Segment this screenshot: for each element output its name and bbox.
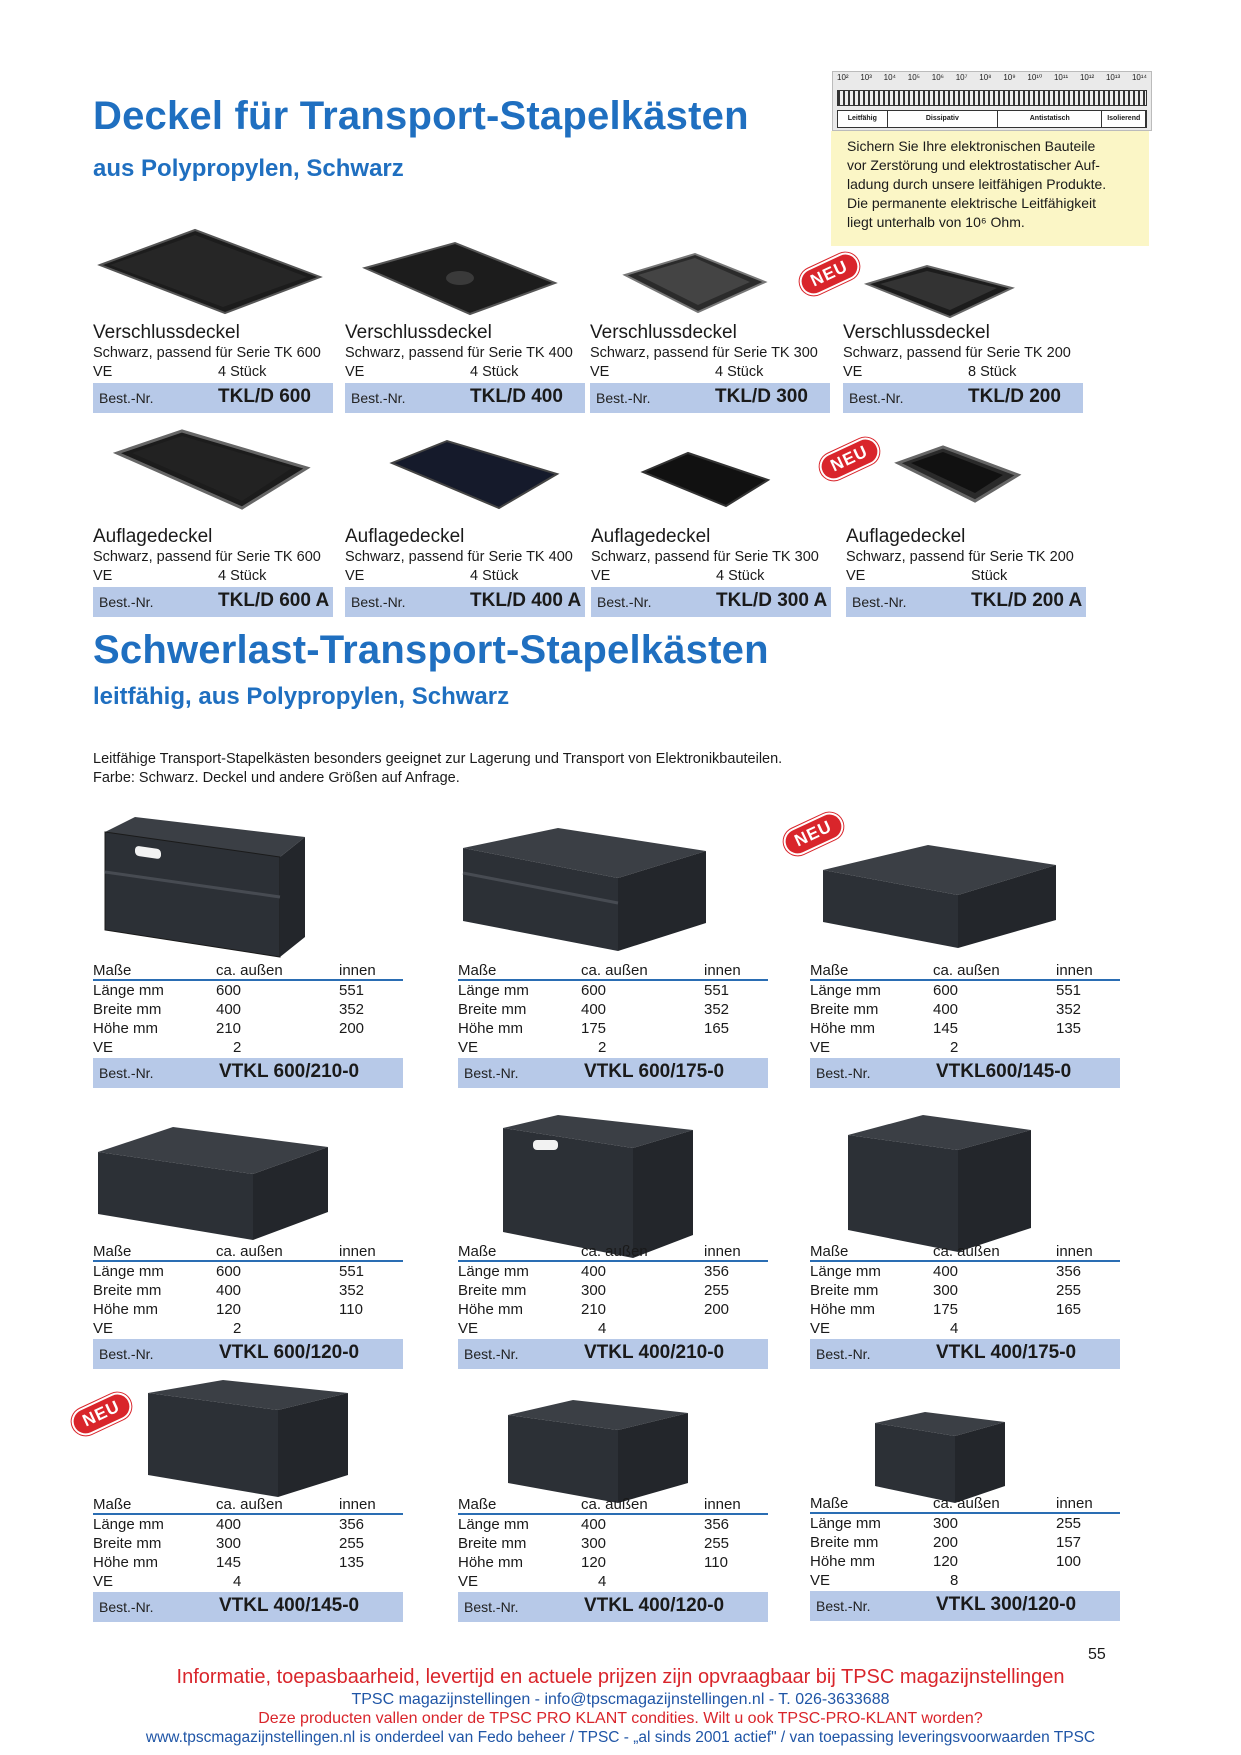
spec-table — [93, 1495, 403, 1622]
hoehe-in: 100 — [1056, 1553, 1082, 1570]
laenge-label: Länge mm — [810, 1515, 881, 1532]
breite-in: 255 — [704, 1535, 730, 1552]
ve-value: 8 — [950, 1572, 959, 1589]
order-bar — [846, 587, 1086, 617]
hoehe-out: 210 — [581, 1301, 607, 1318]
product-card — [591, 526, 831, 617]
product-desc: Schwarz, passend für Serie TK 300 — [591, 549, 819, 565]
footer-pro-klant: Deze producten vallen onder de TPSC PRO KLANT condities. Wilt u ook TPSC-PRO-KLANT worden? — [258, 1710, 983, 1727]
ve-value: 4 Stück — [470, 364, 519, 380]
masse-header: Maße — [810, 1495, 849, 1512]
breite-out: 400 — [216, 1001, 242, 1018]
breite-out: 300 — [933, 1282, 959, 1299]
hoehe-in: 110 — [704, 1554, 728, 1571]
ve-label: VE — [93, 568, 113, 584]
hoehe-label: Höhe mm — [458, 1301, 524, 1318]
scale-tick-label: 10⁸ — [979, 73, 992, 82]
scale-category-label: Isolierend — [1102, 111, 1146, 127]
order-bar — [93, 1592, 403, 1622]
ve-label: VE — [345, 364, 365, 380]
product-name: Auflagedeckel — [591, 526, 711, 547]
laenge-label: Länge mm — [458, 1263, 529, 1280]
hoehe-in: 165 — [1056, 1301, 1082, 1318]
breite-label: Breite mm — [458, 1001, 527, 1018]
order-code: VTKL 400/145-0 — [219, 1595, 360, 1616]
order-code: VTKL 400/120-0 — [584, 1595, 725, 1616]
scale-tick-label: 10¹² — [1079, 73, 1095, 82]
order-label: Best.-Nr. — [849, 390, 904, 406]
spec-table — [810, 961, 1120, 1088]
ve-label: VE — [458, 1320, 479, 1337]
breite-out: 400 — [216, 1282, 242, 1299]
new-badge: NEU — [67, 1388, 136, 1440]
scale-tick-label: 10⁴ — [883, 73, 896, 82]
laenge-in: 551 — [339, 1263, 365, 1280]
breite-out: 300 — [581, 1535, 607, 1552]
aussen-header: ca. außen — [933, 1243, 1000, 1260]
scale-tick-label: 10¹⁰ — [1027, 73, 1043, 82]
laenge-out: 400 — [933, 1263, 959, 1280]
hoehe-out: 120 — [581, 1554, 607, 1571]
breite-label: Breite mm — [810, 1534, 879, 1551]
hoehe-label: Höhe mm — [93, 1301, 159, 1318]
new-badge: NEU — [779, 808, 848, 860]
ve-value: 2 — [598, 1039, 607, 1056]
intro-line: Farbe: Schwarz. Deckel und andere Größen auf Anfrage. — [93, 770, 460, 786]
page-subtitle: aus Polypropylen, Schwarz — [93, 155, 404, 182]
hoehe-out: 210 — [216, 1020, 242, 1037]
laenge-in: 356 — [1056, 1263, 1082, 1280]
breite-in: 352 — [704, 1001, 730, 1018]
order-code: VTKL 300/120-0 — [936, 1594, 1077, 1615]
page-title: Deckel für Transport-Stapelkästen — [93, 94, 749, 138]
laenge-out: 600 — [581, 982, 607, 999]
ve-value: 2 — [233, 1320, 242, 1337]
laenge-label: Länge mm — [458, 1516, 529, 1533]
laenge-out: 400 — [216, 1516, 242, 1533]
order-code: TKL/D 200 A — [971, 590, 1083, 611]
product-card — [843, 322, 1083, 413]
innen-header: innen — [704, 1496, 741, 1513]
lid-image — [893, 443, 1023, 505]
info-box — [831, 131, 1149, 246]
scale-tick-label: 10³ — [860, 73, 872, 82]
breite-out: 400 — [581, 1001, 607, 1018]
scale-category-label: Antistatisch — [998, 111, 1102, 127]
laenge-label: Länge mm — [810, 982, 881, 999]
hoehe-out: 145 — [933, 1020, 959, 1037]
product-name: Auflagedeckel — [93, 526, 213, 547]
lid-image — [862, 262, 1017, 322]
laenge-out: 400 — [581, 1263, 607, 1280]
ve-label: VE — [846, 568, 866, 584]
order-code: TKL/D 300 — [715, 386, 808, 407]
order-label: Best.-Nr. — [597, 594, 652, 610]
breite-in: 255 — [704, 1282, 730, 1299]
order-label: Best.-Nr. — [596, 390, 651, 406]
intro-text — [93, 750, 782, 788]
order-bar — [345, 587, 585, 617]
hoehe-label: Höhe mm — [93, 1554, 159, 1571]
spec-table — [93, 1242, 403, 1369]
order-code: TKL/D 400 A — [470, 590, 582, 611]
aussen-header: ca. außen — [581, 962, 648, 979]
breite-label: Breite mm — [810, 1001, 879, 1018]
order-label: Best.-Nr. — [852, 594, 907, 610]
ve-label: VE — [591, 568, 611, 584]
order-code: TKL/D 400 — [470, 386, 563, 407]
aussen-header: ca. außen — [933, 1495, 1000, 1512]
order-label: Best.-Nr. — [351, 390, 406, 406]
hoehe-label: Höhe mm — [810, 1020, 876, 1037]
scale-tick-label: 10⁷ — [955, 73, 968, 82]
breite-in: 352 — [339, 1001, 365, 1018]
ve-label: VE — [345, 568, 365, 584]
ve-value: 8 Stück — [968, 364, 1017, 380]
product-desc: Schwarz, passend für Serie TK 200 — [846, 549, 1074, 565]
order-label: Best.-Nr. — [816, 1346, 871, 1362]
ve-value: Stück — [971, 568, 1008, 584]
innen-header: innen — [1056, 1495, 1093, 1512]
lid-image — [112, 428, 312, 513]
info-line: ladung durch unsere leitfähigen Produkte. — [847, 176, 1107, 192]
ve-label: VE — [843, 364, 863, 380]
order-bar — [93, 1339, 403, 1369]
order-label: Best.-Nr. — [99, 1065, 154, 1081]
laenge-out: 600 — [933, 982, 959, 999]
order-bar — [810, 1339, 1120, 1369]
product-card — [93, 322, 333, 413]
breite-in: 255 — [339, 1535, 365, 1552]
order-bar — [93, 1058, 403, 1088]
order-code: VTKL 400/210-0 — [584, 1342, 725, 1363]
scale-tick-label: 10⁹ — [1003, 73, 1016, 82]
ve-label: VE — [93, 364, 113, 380]
hoehe-label: Höhe mm — [93, 1020, 159, 1037]
product-name: Auflagedeckel — [345, 526, 465, 547]
laenge-out: 300 — [933, 1515, 959, 1532]
aussen-header: ca. außen — [216, 1496, 283, 1513]
order-label: Best.-Nr. — [351, 594, 406, 610]
aussen-header: ca. außen — [216, 962, 283, 979]
breite-in: 352 — [1056, 1001, 1082, 1018]
hoehe-out: 175 — [581, 1020, 607, 1037]
masse-header: Maße — [458, 1243, 497, 1260]
product-desc: Schwarz, passend für Serie TK 200 — [843, 345, 1071, 361]
breite-label: Breite mm — [93, 1535, 162, 1552]
ve-value: 4 — [950, 1320, 959, 1337]
order-code: TKL/D 600 — [218, 386, 311, 407]
product-name: Verschlussdeckel — [843, 322, 990, 343]
new-badge: NEU — [815, 433, 884, 485]
ve-value: 4 — [233, 1573, 242, 1590]
order-code: VTKL 600/210-0 — [219, 1061, 360, 1082]
footer-contact[interactable]: TPSC magazijnstellingen - info@tpscmagazijnstellingen.nl - T. 026-3633688 — [351, 1691, 890, 1708]
aussen-header: ca. außen — [933, 962, 1000, 979]
laenge-in: 551 — [339, 982, 365, 999]
breite-in: 157 — [1056, 1534, 1082, 1551]
ve-value: 4 — [598, 1573, 607, 1590]
masse-header: Maße — [458, 962, 497, 979]
breite-in: 255 — [1056, 1282, 1082, 1299]
breite-label: Breite mm — [458, 1535, 527, 1552]
spec-table — [458, 1242, 768, 1369]
scale-tick-label: 10¹¹ — [1053, 73, 1069, 82]
laenge-out: 600 — [216, 982, 242, 999]
order-code: VTKL 400/175-0 — [936, 1342, 1077, 1363]
order-code: VTKL 600/120-0 — [219, 1342, 360, 1363]
crate-image — [143, 1375, 353, 1500]
innen-header: innen — [704, 1243, 741, 1260]
order-label: Best.-Nr. — [99, 1599, 154, 1615]
masse-header: Maße — [93, 962, 132, 979]
breite-out: 200 — [933, 1534, 959, 1551]
crate-image — [503, 1395, 693, 1505]
ve-label: VE — [458, 1573, 479, 1590]
scale-tick-label: 10¹⁴ — [1131, 73, 1147, 82]
crate-image — [458, 823, 708, 953]
breite-label: Breite mm — [93, 1282, 162, 1299]
footer-website[interactable]: www.tpscmagazijnstellingen.nl is onderdeel van Fedo beheer / TPSC - „al sinds 2001 actief" / van toepassing leveringsvoorwaarden TPSC — [145, 1729, 1096, 1746]
hoehe-in: 110 — [339, 1301, 363, 1318]
hoehe-in: 135 — [1056, 1020, 1082, 1037]
crate-image — [498, 1110, 698, 1260]
product-desc: Schwarz, passend für Serie TK 600 — [93, 345, 321, 361]
order-code: VTKL600/145-0 — [936, 1061, 1072, 1082]
ve-value: 4 Stück — [218, 364, 267, 380]
product-name: Verschlussdeckel — [590, 322, 737, 343]
laenge-in: 551 — [704, 982, 730, 999]
breite-out: 300 — [216, 1535, 242, 1552]
order-bar — [843, 383, 1083, 413]
laenge-out: 600 — [216, 1263, 242, 1280]
product-card — [345, 322, 585, 413]
hoehe-label: Höhe mm — [810, 1553, 876, 1570]
laenge-label: Länge mm — [810, 1263, 881, 1280]
order-code: TKL/D 300 A — [716, 590, 828, 611]
info-line: vor Zerstörung und elektrostatischer Auf- — [847, 157, 1100, 173]
laenge-in: 255 — [1056, 1515, 1082, 1532]
breite-label: Breite mm — [458, 1282, 527, 1299]
ve-value: 4 Stück — [715, 364, 764, 380]
product-card — [846, 526, 1086, 617]
order-label: Best.-Nr. — [464, 1065, 519, 1081]
crate-image — [93, 1122, 333, 1242]
order-bar — [93, 587, 333, 617]
info-line: Die permanente elektrische Leitfähigkeit — [847, 195, 1097, 211]
spec-table — [458, 1495, 768, 1622]
hoehe-out: 175 — [933, 1301, 959, 1318]
laenge-out: 400 — [581, 1516, 607, 1533]
ve-label: VE — [93, 1573, 114, 1590]
product-card — [93, 526, 333, 617]
footer-info: Informatie, toepasbaarheid, levertijd en actuele prijzen zijn opvraagbaar bij TPSC magazijnstellingen — [176, 1666, 1065, 1688]
ve-value: 4 — [598, 1320, 607, 1337]
product-desc: Schwarz, passend für Serie TK 400 — [345, 345, 573, 361]
innen-header: innen — [1056, 962, 1093, 979]
scale-category-label: Leitfähig — [838, 111, 888, 127]
product-name: Verschlussdeckel — [93, 322, 240, 343]
breite-in: 352 — [339, 1282, 365, 1299]
crate-image — [843, 1110, 1033, 1255]
laenge-label: Länge mm — [93, 1263, 164, 1280]
laenge-in: 356 — [339, 1516, 365, 1533]
innen-header: innen — [339, 1496, 376, 1513]
scale-tick-label: 10² — [837, 73, 849, 82]
masse-header: Maße — [93, 1496, 132, 1513]
info-line: Sichern Sie Ihre elektronischen Bauteile — [847, 138, 1096, 154]
ve-label: VE — [93, 1320, 114, 1337]
order-label: Best.-Nr. — [464, 1346, 519, 1362]
order-bar — [810, 1591, 1120, 1621]
order-label: Best.-Nr. — [464, 1599, 519, 1615]
info-line: liegt unterhalb von 10⁶ Ohm. — [847, 214, 1025, 230]
laenge-in: 551 — [1056, 982, 1082, 999]
ve-value: 4 Stück — [470, 568, 519, 584]
section-title: Schwerlast-Transport-Stapelkästen — [93, 628, 769, 672]
order-code: TKL/D 600 A — [218, 590, 330, 611]
hoehe-in: 200 — [704, 1301, 730, 1318]
innen-header: innen — [1056, 1243, 1093, 1260]
laenge-in: 356 — [704, 1263, 730, 1280]
laenge-label: Länge mm — [93, 982, 164, 999]
hoehe-label: Höhe mm — [458, 1020, 524, 1037]
ve-label: VE — [458, 1039, 479, 1056]
order-bar — [345, 383, 585, 413]
laenge-label: Länge mm — [93, 1516, 164, 1533]
order-bar — [591, 587, 831, 617]
order-label: Best.-Nr. — [816, 1065, 871, 1081]
aussen-header: ca. außen — [581, 1496, 648, 1513]
spec-table — [810, 1494, 1120, 1621]
hoehe-out: 120 — [216, 1301, 242, 1318]
order-bar — [93, 383, 333, 413]
hoehe-out: 145 — [216, 1554, 242, 1571]
innen-header: innen — [339, 962, 376, 979]
ve-label: VE — [810, 1039, 831, 1056]
breite-out: 300 — [581, 1282, 607, 1299]
innen-header: innen — [339, 1243, 376, 1260]
lid-image — [360, 238, 560, 318]
lid-image — [638, 450, 773, 510]
aussen-header: ca. außen — [216, 1243, 283, 1260]
aussen-header: ca. außen — [581, 1243, 648, 1260]
product-name: Auflagedeckel — [846, 526, 966, 547]
breite-out: 400 — [933, 1001, 959, 1018]
lid-image — [620, 250, 770, 315]
new-badge: NEU — [795, 248, 864, 300]
order-bar — [590, 383, 830, 413]
resistance-scale — [832, 71, 1152, 131]
ve-label: VE — [810, 1572, 831, 1589]
intro-line: Leitfähige Transport-Stapelkästen besonders geeignet zur Lagerung und Transport von Elektronikbauteilen. — [93, 751, 783, 767]
masse-header: Maße — [810, 1243, 849, 1260]
innen-header: innen — [704, 962, 741, 979]
lid-image — [387, 438, 562, 513]
ve-label: VE — [93, 1039, 114, 1056]
hoehe-in: 135 — [339, 1554, 365, 1571]
crate-image — [818, 840, 1058, 950]
page-number: 55 — [1088, 1646, 1106, 1663]
masse-header: Maße — [810, 962, 849, 979]
section-subtitle: leitfähig, aus Polypropylen, Schwarz — [93, 683, 510, 710]
hoehe-in: 165 — [704, 1020, 730, 1037]
ve-label: VE — [810, 1320, 831, 1337]
product-card — [345, 526, 585, 617]
order-bar — [458, 1058, 768, 1088]
order-bar — [810, 1058, 1120, 1088]
order-label: Best.-Nr. — [99, 594, 154, 610]
product-desc: Schwarz, passend für Serie TK 300 — [590, 345, 818, 361]
order-code: TKL/D 200 — [968, 386, 1061, 407]
order-bar — [458, 1339, 768, 1369]
hoehe-label: Höhe mm — [810, 1301, 876, 1318]
order-label: Best.-Nr. — [816, 1598, 871, 1614]
spec-table — [93, 961, 403, 1088]
lid-image — [95, 225, 325, 315]
scale-bar — [837, 90, 1147, 106]
masse-header: Maße — [458, 1496, 497, 1513]
scale-tick-label: 10¹³ — [1105, 73, 1121, 82]
hoehe-out: 120 — [933, 1553, 959, 1570]
order-label: Best.-Nr. — [99, 1346, 154, 1362]
ve-value: 2 — [950, 1039, 959, 1056]
order-bar — [458, 1592, 768, 1622]
laenge-label: Länge mm — [458, 982, 529, 999]
product-card — [590, 322, 830, 413]
ve-value: 4 Stück — [218, 568, 267, 584]
ve-value: 2 — [233, 1039, 242, 1056]
spec-table — [458, 961, 768, 1088]
laenge-in: 356 — [704, 1516, 730, 1533]
crate-image — [870, 1408, 1010, 1506]
scale-tick-label: 10⁶ — [931, 73, 944, 82]
masse-header: Maße — [93, 1243, 132, 1260]
ve-value: 4 Stück — [716, 568, 765, 584]
order-label: Best.-Nr. — [99, 390, 154, 406]
scale-category-label: Dissipativ — [888, 111, 998, 127]
breite-label: Breite mm — [810, 1282, 879, 1299]
product-desc: Schwarz, passend für Serie TK 400 — [345, 549, 573, 565]
scale-tick-label: 10⁵ — [907, 73, 920, 82]
hoehe-in: 200 — [339, 1020, 365, 1037]
product-desc: Schwarz, passend für Serie TK 600 — [93, 549, 321, 565]
breite-label: Breite mm — [93, 1001, 162, 1018]
ve-label: VE — [590, 364, 610, 380]
product-name: Verschlussdeckel — [345, 322, 492, 343]
crate-image — [95, 812, 315, 962]
hoehe-label: Höhe mm — [458, 1554, 524, 1571]
order-code: VTKL 600/175-0 — [584, 1061, 725, 1082]
spec-table — [810, 1242, 1120, 1369]
